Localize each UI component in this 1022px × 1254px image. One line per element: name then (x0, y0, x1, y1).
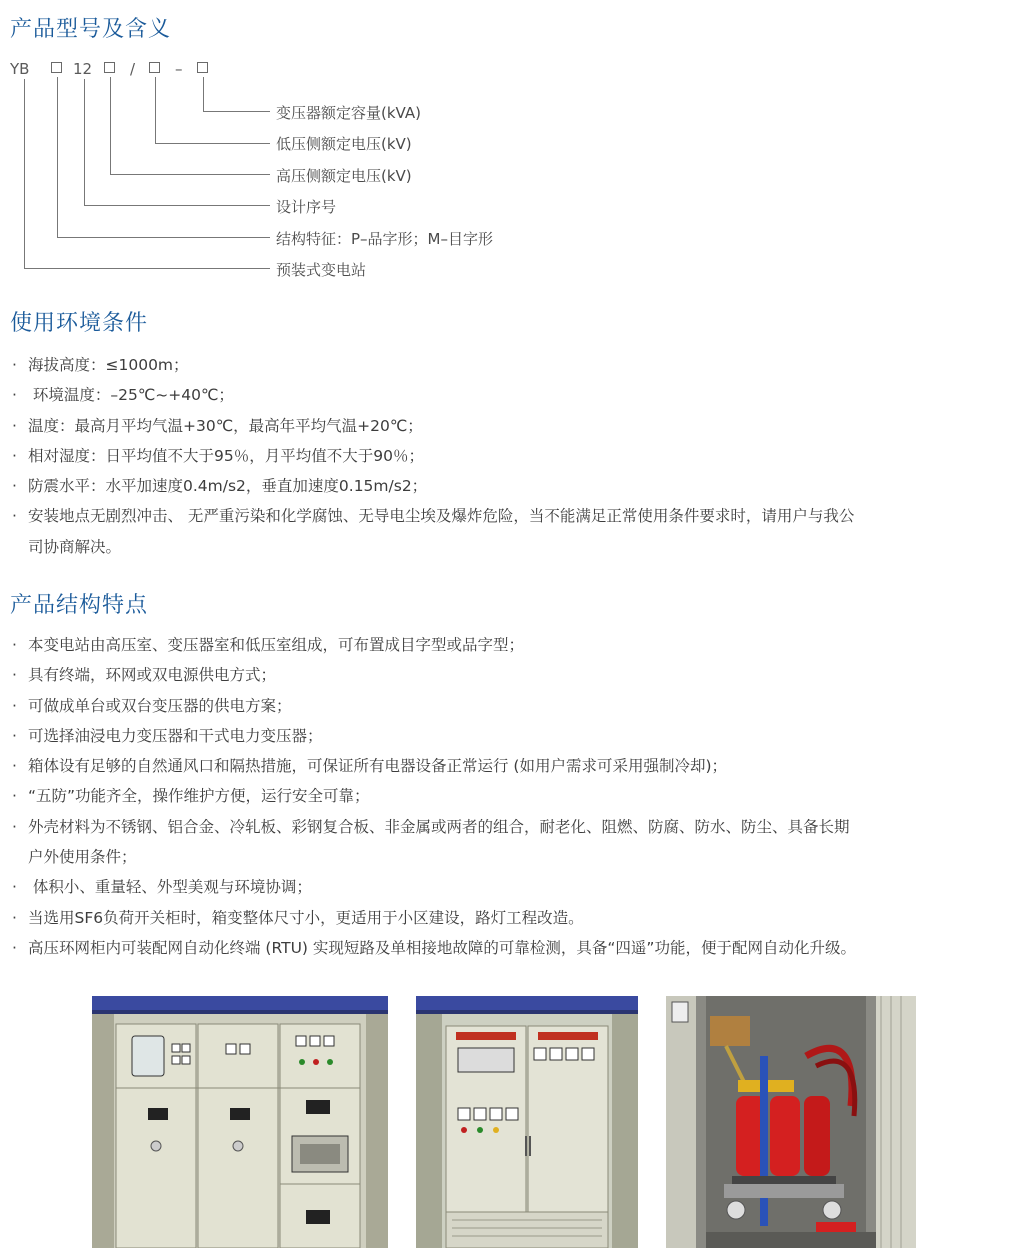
structure-list (12, 630, 1012, 963)
bullet-dot: · (12, 787, 17, 806)
code-box-hv (104, 62, 115, 73)
list-item-continuation: 户外使用条件； (28, 848, 137, 867)
list-item (12, 630, 1012, 660)
list-item-text: 具有终端，环网或双电源供电方式； (28, 666, 277, 685)
list-item-text: 温度：最高月平均气温+30℃，最高年平均气温+20℃； (28, 416, 423, 435)
bullet-dot: · (12, 696, 17, 715)
list-item (12, 781, 1012, 811)
leader-line (84, 205, 270, 206)
list-item-text: 可做成单台或双台变压器的供电方案； (28, 696, 292, 715)
list-item (12, 812, 1012, 873)
leader-line (57, 237, 270, 238)
list-item (12, 350, 1012, 380)
low-voltage-cabinet-photo (416, 996, 638, 1248)
environment-list (12, 350, 1012, 562)
leader-line (57, 77, 58, 237)
list-item-text: 相对湿度：日平均值不大于95％，月平均值不大于90％； (28, 446, 424, 465)
leader-line (155, 143, 270, 144)
model-code-diagram (0, 0, 560, 290)
bullet-dot: · (12, 356, 17, 374)
bullet-dot: · (12, 666, 17, 685)
code-box-capacity (197, 62, 208, 73)
list-item-text: 可选择油浸电力变压器和干式电力变压器； (28, 726, 323, 745)
leader-line (110, 77, 111, 174)
bullet-dot: · (12, 908, 17, 927)
code-label-capacity: 变压器额定容量(kVA) (276, 104, 421, 122)
list-item (12, 660, 1012, 690)
section-title-model: 产品型号及含义 (10, 17, 172, 42)
code-label-lv: 低压侧额定电压(kV) (276, 135, 412, 153)
bullet-dot: · (12, 757, 17, 776)
code-dash: – (175, 60, 183, 78)
list-item (12, 441, 1012, 471)
list-item-continuation: 司协商解决。 (28, 537, 122, 556)
dry-type-transformer-photo (666, 996, 916, 1248)
leader-line (110, 174, 270, 175)
list-item-text: 防震水平：水平加速度0.4m/s2，垂直加速度0.15m/s2； (28, 477, 428, 496)
list-item-text: 环境温度：–25℃~+40℃； (28, 386, 234, 405)
leader-line (24, 79, 25, 268)
bullet-dot: · (12, 878, 17, 897)
code-label-design: 设计序号 (276, 198, 337, 216)
code-label-product: 预装式变电站 (276, 261, 367, 279)
code-label-hv: 高压侧额定电压(kV) (276, 167, 412, 185)
list-item-text: 体积小、重量轻、外型美观与环境协调； (28, 878, 312, 897)
list-item-text: “五防”功能齐全，操作维护方便，运行安全可靠； (28, 787, 370, 806)
code-label-structure: 结构特征：P–品字形；M–目字形 (276, 230, 493, 248)
code-yb: YB (10, 60, 30, 78)
bullet-dot: · (12, 726, 17, 745)
bullet-dot: · (12, 477, 17, 496)
list-item (12, 411, 1012, 441)
list-item-text: 当选用SF6负荷开关柜时，箱变整体尺寸小，更适用于小区建设，路灯工程改造。 (28, 908, 584, 927)
list-item (12, 903, 1012, 933)
bullet-dot: · (12, 938, 17, 957)
list-item-text: 安装地点无剧烈冲击、 无严重污染和化学腐蚀、无导电尘埃及爆炸危险，当不能满足正常使用条件要求时，请用户与我公 (28, 507, 855, 526)
leader-line (24, 268, 270, 269)
section-title-environment: 使用环境条件 (10, 311, 149, 336)
list-item (12, 872, 1012, 902)
list-item-text: 箱体设有足够的自然通风口和隔热措施，可保证所有电器设备正常运行 (如用户需求可采用强制冷却)； (28, 757, 728, 776)
code-12: 12 (73, 60, 93, 78)
bullet-dot: · (12, 817, 17, 836)
bullet-dot: · (12, 446, 17, 465)
list-item-text: 外壳材料为不锈钢、铝合金、冷轧板、彩钢复合板、非金属或两者的组合，耐老化、阻燃、防腐、防水、防尘、具备长期 (28, 817, 850, 836)
list-item-text: 海拔高度：≤1000m； (28, 356, 189, 374)
leader-line (84, 79, 85, 205)
high-voltage-cabinet-photo (92, 996, 388, 1248)
list-item (12, 691, 1012, 721)
list-item (12, 380, 1012, 410)
leader-line (203, 77, 204, 111)
code-box-structure (51, 62, 62, 73)
leader-line (155, 77, 156, 143)
code-slash: / (130, 60, 136, 78)
list-item (12, 933, 1012, 963)
bullet-dot: · (12, 386, 17, 405)
bullet-dot: · (12, 636, 17, 654)
list-item-text: 本变电站由高压室、变压器室和低压室组成，可布置成目字型或品字型； (28, 636, 525, 654)
leader-line (203, 111, 270, 112)
bullet-dot: · (12, 507, 17, 526)
list-item (12, 471, 1012, 501)
section-title-structure: 产品结构特点 (10, 593, 149, 618)
list-item (12, 721, 1012, 751)
list-item (12, 501, 1012, 562)
list-item-text: 高压环网柜内可装配网自动化终端 (RTU) 实现短路及单相接地故障的可靠检测，具备“四遥”功能，便于配网自动化升级。 (28, 938, 856, 957)
list-item (12, 751, 1012, 781)
code-box-lv (149, 62, 160, 73)
bullet-dot: · (12, 416, 17, 435)
